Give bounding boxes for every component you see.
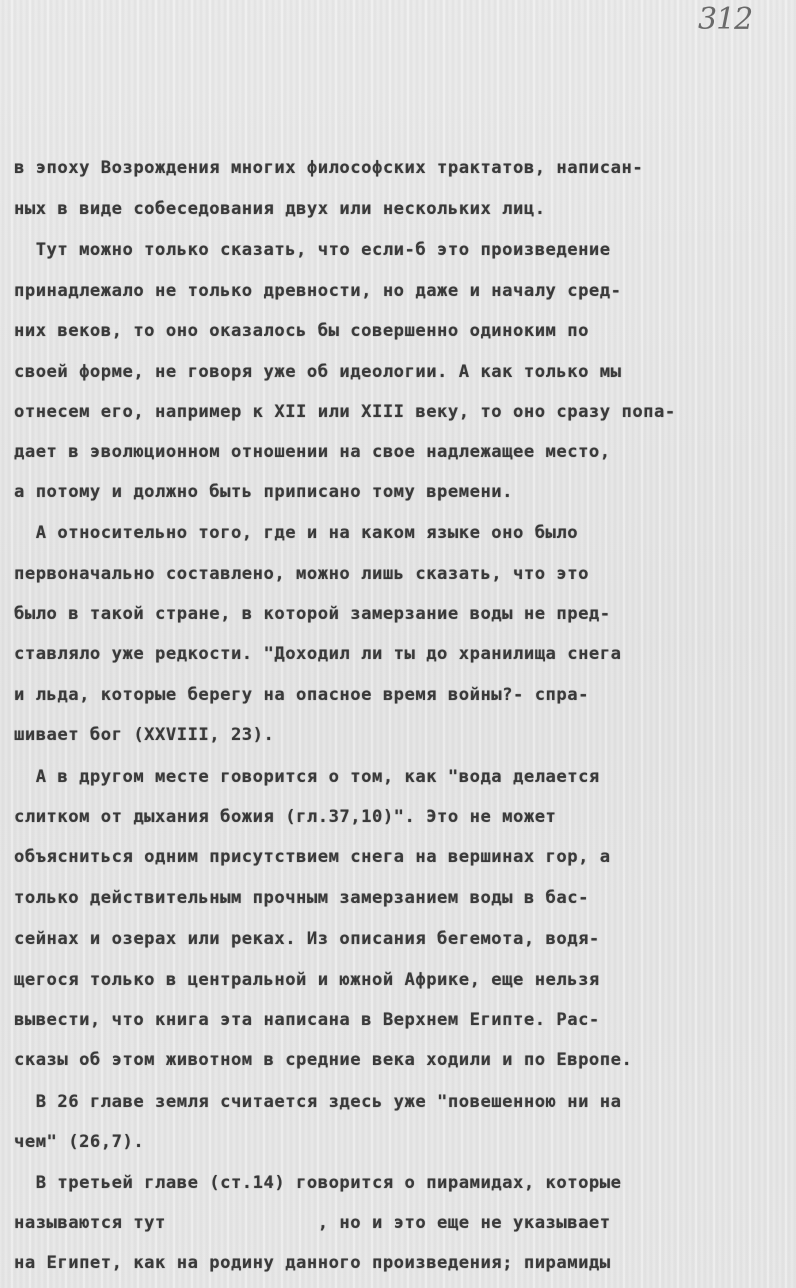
text-line: а потому и должно быть приписано тому времени. (14, 482, 513, 502)
text-line: на Египет, как на родину данного произведения; пирамиды (14, 1253, 611, 1273)
text-line: них веков, то оно оказалось бы совершенно одиноким по (14, 321, 589, 341)
text-line: ных в виде собеседования двух или нескольких лиц. (14, 199, 546, 219)
text-line: объясниться одним присутствием снега на вершинах гор, а (14, 847, 611, 867)
text-line: в эпоху Возрождения многих философских трактатов, написан- (14, 158, 644, 178)
text-line: В третьей главе (ст.14) говорится о пирамидах, которые (14, 1173, 622, 1193)
text-line: ставляло уже редкости. "Доходил ли ты до хранилища снега (14, 644, 622, 664)
text-line: только действительным прочным замерзанием воды в бас- (14, 888, 589, 908)
text-line: вывести, что книга эта написана в Верхнем Египте. Рас- (14, 1010, 600, 1030)
text-line: называются тут , но и это еще не указывает (14, 1213, 611, 1233)
text-line: первоначально составлено, можно лишь сказать, что это (14, 564, 589, 584)
text-line: дает в эволюционном отношении на свое надлежащее место, (14, 442, 611, 462)
text-line: было в такой стране, в которой замерзание воды не пред- (14, 604, 611, 624)
text-line: слитком от дыхания божия (гл.37,10)". Это не может (14, 807, 557, 827)
text-line: Тут можно только сказать, что если-б это произведение (14, 240, 611, 260)
text-line: и льда, которые берегу на опасное время войны?- спра- (14, 685, 589, 705)
page-number: 312 (698, 2, 753, 37)
text-line: В 26 главе земля считается здесь уже "повешенною ни на (14, 1092, 622, 1112)
text-line: чем" (26,7). (14, 1132, 145, 1152)
text-line: А в другом месте говорится о том, как "вода делается (14, 767, 600, 787)
text-line: принадлежало не только древности, но даже и началу сред- (14, 281, 622, 301)
text-line: сейнах и озерах или реках. Из описания бегемота, водя- (14, 929, 600, 949)
text-line: щегося только в центральной и южной Африке, еще нельзя (14, 970, 600, 990)
text-line: отнесем его, например к XII или XIII веку, то оно сразу попа- (14, 402, 676, 422)
text-line: сказы об этом животном в средние века ходили и по Европе. (14, 1050, 633, 1070)
text-line: шивает бог (XXVIII, 23). (14, 725, 275, 745)
text-line: А относительно того, где и на каком языке оно было (14, 523, 579, 543)
text-line: своей форме, не говоря уже об идеологии. А как только мы (14, 362, 622, 382)
